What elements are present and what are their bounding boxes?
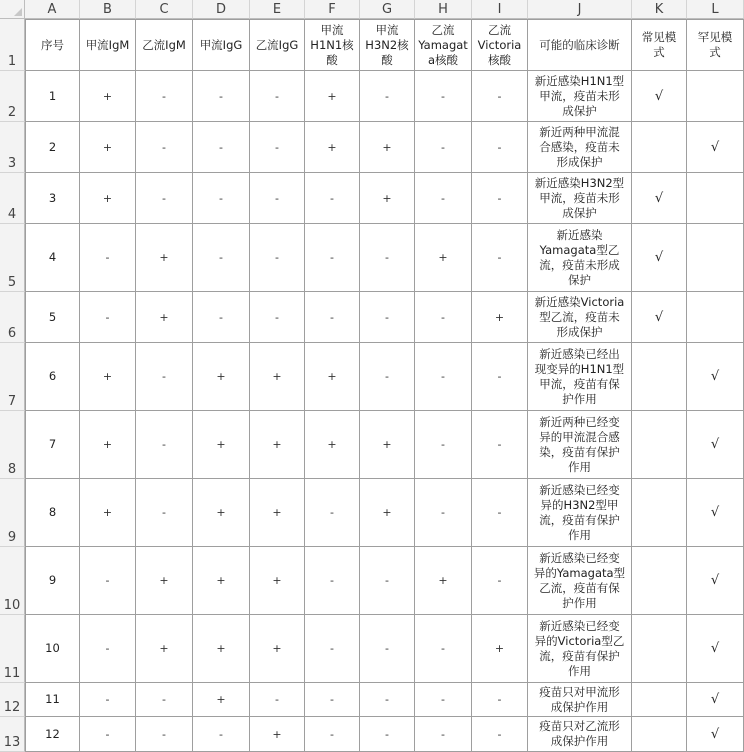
cell-f13[interactable]: -: [305, 717, 360, 752]
cell-b6[interactable]: -: [80, 292, 136, 343]
cell-d4[interactable]: -: [193, 173, 250, 224]
cell-k2[interactable]: √: [632, 71, 687, 122]
row-header-2[interactable]: 2: [0, 71, 25, 122]
cell-i11[interactable]: +: [472, 615, 528, 683]
cell-i10[interactable]: -: [472, 547, 528, 615]
column-header-h[interactable]: H: [415, 0, 472, 19]
cell-b8[interactable]: +: [80, 411, 136, 479]
cell-d10[interactable]: +: [193, 547, 250, 615]
cell-k9[interactable]: [632, 479, 687, 547]
row-header-5[interactable]: 5: [0, 224, 25, 292]
cell-k4[interactable]: √: [632, 173, 687, 224]
column-header-a[interactable]: A: [25, 0, 80, 19]
cell-j9[interactable]: 新近感染已经变 异的H3N2型甲 流，疫苗有保护 作用: [528, 479, 632, 547]
column-header-b[interactable]: B: [80, 0, 136, 19]
cell-e3[interactable]: -: [250, 122, 305, 173]
cell-d5[interactable]: -: [193, 224, 250, 292]
cell-i8[interactable]: -: [472, 411, 528, 479]
cell-e13[interactable]: +: [250, 717, 305, 752]
row-header-6[interactable]: 6: [0, 292, 25, 343]
cell-j8[interactable]: 新近两种已经变 异的甲流混合感 染，疫苗有保护 作用: [528, 411, 632, 479]
cell-h6[interactable]: -: [415, 292, 472, 343]
cell-d3[interactable]: -: [193, 122, 250, 173]
cell-i3[interactable]: -: [472, 122, 528, 173]
cell-d13[interactable]: -: [193, 717, 250, 752]
header-cell-k[interactable]: 常见模 式: [632, 19, 687, 71]
cell-h5[interactable]: +: [415, 224, 472, 292]
cell-a7[interactable]: 6: [25, 343, 80, 411]
row-header-3[interactable]: 3: [0, 122, 25, 173]
cell-k13[interactable]: [632, 717, 687, 752]
cell-h8[interactable]: -: [415, 411, 472, 479]
column-header-j[interactable]: J: [528, 0, 632, 19]
cell-f3[interactable]: +: [305, 122, 360, 173]
cell-c5[interactable]: +: [136, 224, 193, 292]
cell-b11[interactable]: -: [80, 615, 136, 683]
header-cell-b[interactable]: 甲流IgM: [80, 19, 136, 71]
cell-b3[interactable]: +: [80, 122, 136, 173]
row-header-13[interactable]: 13: [0, 717, 25, 752]
cell-l11[interactable]: √: [687, 615, 744, 683]
row-header-8[interactable]: 8: [0, 411, 25, 479]
cell-h2[interactable]: -: [415, 71, 472, 122]
header-cell-h[interactable]: 乙流 Yamagat a核酸: [415, 19, 472, 71]
cell-j10[interactable]: 新近感染已经变 异的Yamagata型 乙流，疫苗有保 护作用: [528, 547, 632, 615]
cell-c4[interactable]: -: [136, 173, 193, 224]
cell-e6[interactable]: -: [250, 292, 305, 343]
cell-h10[interactable]: +: [415, 547, 472, 615]
cell-l8[interactable]: √: [687, 411, 744, 479]
cell-i6[interactable]: +: [472, 292, 528, 343]
cell-c11[interactable]: +: [136, 615, 193, 683]
column-header-l[interactable]: L: [687, 0, 744, 19]
cell-e9[interactable]: +: [250, 479, 305, 547]
cell-h7[interactable]: -: [415, 343, 472, 411]
cell-i12[interactable]: -: [472, 683, 528, 717]
column-header-g[interactable]: G: [360, 0, 415, 19]
cell-f8[interactable]: +: [305, 411, 360, 479]
cell-g13[interactable]: -: [360, 717, 415, 752]
cell-c13[interactable]: -: [136, 717, 193, 752]
cell-i2[interactable]: -: [472, 71, 528, 122]
cell-g4[interactable]: +: [360, 173, 415, 224]
cell-c10[interactable]: +: [136, 547, 193, 615]
cell-g2[interactable]: -: [360, 71, 415, 122]
cell-l13[interactable]: √: [687, 717, 744, 752]
cell-j5[interactable]: 新近感染 Yamagata型乙 流，疫苗未形成 保护: [528, 224, 632, 292]
cell-b4[interactable]: +: [80, 173, 136, 224]
cell-e8[interactable]: +: [250, 411, 305, 479]
cell-a4[interactable]: 3: [25, 173, 80, 224]
cell-b9[interactable]: +: [80, 479, 136, 547]
cell-g8[interactable]: +: [360, 411, 415, 479]
cell-j2[interactable]: 新近感染H1N1型 甲流，疫苗未形 成保护: [528, 71, 632, 122]
column-header-f[interactable]: F: [305, 0, 360, 19]
cell-l4[interactable]: [687, 173, 744, 224]
cell-f9[interactable]: -: [305, 479, 360, 547]
cell-k5[interactable]: √: [632, 224, 687, 292]
cell-b7[interactable]: +: [80, 343, 136, 411]
cell-b12[interactable]: -: [80, 683, 136, 717]
cell-c3[interactable]: -: [136, 122, 193, 173]
cell-j11[interactable]: 新近感染已经变 异的Victoria型乙 流，疫苗有保护 作用: [528, 615, 632, 683]
header-cell-j[interactable]: 可能的临床诊断: [528, 19, 632, 71]
cell-e5[interactable]: -: [250, 224, 305, 292]
cell-f10[interactable]: -: [305, 547, 360, 615]
column-header-i[interactable]: I: [472, 0, 528, 19]
cell-l5[interactable]: [687, 224, 744, 292]
cell-d9[interactable]: +: [193, 479, 250, 547]
cell-g7[interactable]: -: [360, 343, 415, 411]
cell-c9[interactable]: -: [136, 479, 193, 547]
row-header-4[interactable]: 4: [0, 173, 25, 224]
cell-c2[interactable]: -: [136, 71, 193, 122]
column-header-e[interactable]: E: [250, 0, 305, 19]
row-header-11[interactable]: 11: [0, 615, 25, 683]
header-cell-l[interactable]: 罕见模 式: [687, 19, 744, 71]
cell-j13[interactable]: 疫苗只对乙流形 成保护作用: [528, 717, 632, 752]
cell-g3[interactable]: +: [360, 122, 415, 173]
cell-k7[interactable]: [632, 343, 687, 411]
row-header-9[interactable]: 9: [0, 479, 25, 547]
cell-h4[interactable]: -: [415, 173, 472, 224]
cell-b10[interactable]: -: [80, 547, 136, 615]
cell-f12[interactable]: -: [305, 683, 360, 717]
cell-k11[interactable]: [632, 615, 687, 683]
cell-j3[interactable]: 新近两种甲流混 合感染，疫苗未 形成保护: [528, 122, 632, 173]
cell-d7[interactable]: +: [193, 343, 250, 411]
cell-d2[interactable]: -: [193, 71, 250, 122]
column-header-d[interactable]: D: [193, 0, 250, 19]
row-header-1[interactable]: 1: [0, 19, 25, 71]
cell-e10[interactable]: +: [250, 547, 305, 615]
row-header-7[interactable]: 7: [0, 343, 25, 411]
cell-j6[interactable]: 新近感染Victoria 型乙流，疫苗未 形成保护: [528, 292, 632, 343]
cell-i5[interactable]: -: [472, 224, 528, 292]
cell-l9[interactable]: √: [687, 479, 744, 547]
header-cell-g[interactable]: 甲流 H3N2核 酸: [360, 19, 415, 71]
cell-g11[interactable]: -: [360, 615, 415, 683]
cell-b2[interactable]: +: [80, 71, 136, 122]
row-header-12[interactable]: 12: [0, 683, 25, 717]
cell-k12[interactable]: [632, 683, 687, 717]
cell-l6[interactable]: [687, 292, 744, 343]
cell-a10[interactable]: 9: [25, 547, 80, 615]
cell-a11[interactable]: 10: [25, 615, 80, 683]
header-cell-c[interactable]: 乙流IgM: [136, 19, 193, 71]
cell-i7[interactable]: -: [472, 343, 528, 411]
cell-h13[interactable]: -: [415, 717, 472, 752]
select-all-corner[interactable]: [0, 0, 25, 19]
cell-c8[interactable]: -: [136, 411, 193, 479]
header-cell-e[interactable]: 乙流IgG: [250, 19, 305, 71]
cell-a3[interactable]: 2: [25, 122, 80, 173]
cell-l3[interactable]: √: [687, 122, 744, 173]
cell-h12[interactable]: -: [415, 683, 472, 717]
cell-k6[interactable]: √: [632, 292, 687, 343]
cell-f4[interactable]: -: [305, 173, 360, 224]
cell-l7[interactable]: √: [687, 343, 744, 411]
column-header-k[interactable]: K: [632, 0, 687, 19]
cell-a8[interactable]: 7: [25, 411, 80, 479]
cell-b13[interactable]: -: [80, 717, 136, 752]
cell-e4[interactable]: -: [250, 173, 305, 224]
cell-c12[interactable]: -: [136, 683, 193, 717]
cell-l12[interactable]: √: [687, 683, 744, 717]
cell-k3[interactable]: [632, 122, 687, 173]
cell-g5[interactable]: -: [360, 224, 415, 292]
cell-i9[interactable]: -: [472, 479, 528, 547]
cell-d6[interactable]: -: [193, 292, 250, 343]
cell-j7[interactable]: 新近感染已经出 现变异的H1N1型 甲流，疫苗有保 护作用: [528, 343, 632, 411]
cell-l10[interactable]: √: [687, 547, 744, 615]
cell-a9[interactable]: 8: [25, 479, 80, 547]
cell-f5[interactable]: -: [305, 224, 360, 292]
cell-j12[interactable]: 疫苗只对甲流形 成保护作用: [528, 683, 632, 717]
cell-l2[interactable]: [687, 71, 744, 122]
cell-e7[interactable]: +: [250, 343, 305, 411]
cell-d12[interactable]: +: [193, 683, 250, 717]
cell-f7[interactable]: +: [305, 343, 360, 411]
cell-f11[interactable]: -: [305, 615, 360, 683]
cell-j4[interactable]: 新近感染H3N2型 甲流，疫苗未形 成保护: [528, 173, 632, 224]
cell-c6[interactable]: +: [136, 292, 193, 343]
cell-e12[interactable]: -: [250, 683, 305, 717]
cell-f6[interactable]: -: [305, 292, 360, 343]
cell-g6[interactable]: -: [360, 292, 415, 343]
cell-c7[interactable]: -: [136, 343, 193, 411]
cell-h11[interactable]: -: [415, 615, 472, 683]
cell-g9[interactable]: +: [360, 479, 415, 547]
cell-k8[interactable]: [632, 411, 687, 479]
cell-i13[interactable]: -: [472, 717, 528, 752]
header-cell-f[interactable]: 甲流 H1N1核 酸: [305, 19, 360, 71]
cell-g10[interactable]: -: [360, 547, 415, 615]
cell-h9[interactable]: -: [415, 479, 472, 547]
cell-d11[interactable]: +: [193, 615, 250, 683]
cell-d8[interactable]: +: [193, 411, 250, 479]
cell-a12[interactable]: 11: [25, 683, 80, 717]
column-header-c[interactable]: C: [136, 0, 193, 19]
header-cell-i[interactable]: 乙流 Victoria 核酸: [472, 19, 528, 71]
cell-a2[interactable]: 1: [25, 71, 80, 122]
cell-h3[interactable]: -: [415, 122, 472, 173]
cell-b5[interactable]: -: [80, 224, 136, 292]
cell-a5[interactable]: 4: [25, 224, 80, 292]
header-cell-d[interactable]: 甲流IgG: [193, 19, 250, 71]
cell-a6[interactable]: 5: [25, 292, 80, 343]
cell-a13[interactable]: 12: [25, 717, 80, 752]
cell-f2[interactable]: +: [305, 71, 360, 122]
row-header-10[interactable]: 10: [0, 547, 25, 615]
cell-i4[interactable]: -: [472, 173, 528, 224]
cell-e2[interactable]: -: [250, 71, 305, 122]
header-cell-a[interactable]: 序号: [25, 19, 80, 71]
cell-e11[interactable]: +: [250, 615, 305, 683]
cell-k10[interactable]: [632, 547, 687, 615]
cell-g12[interactable]: -: [360, 683, 415, 717]
